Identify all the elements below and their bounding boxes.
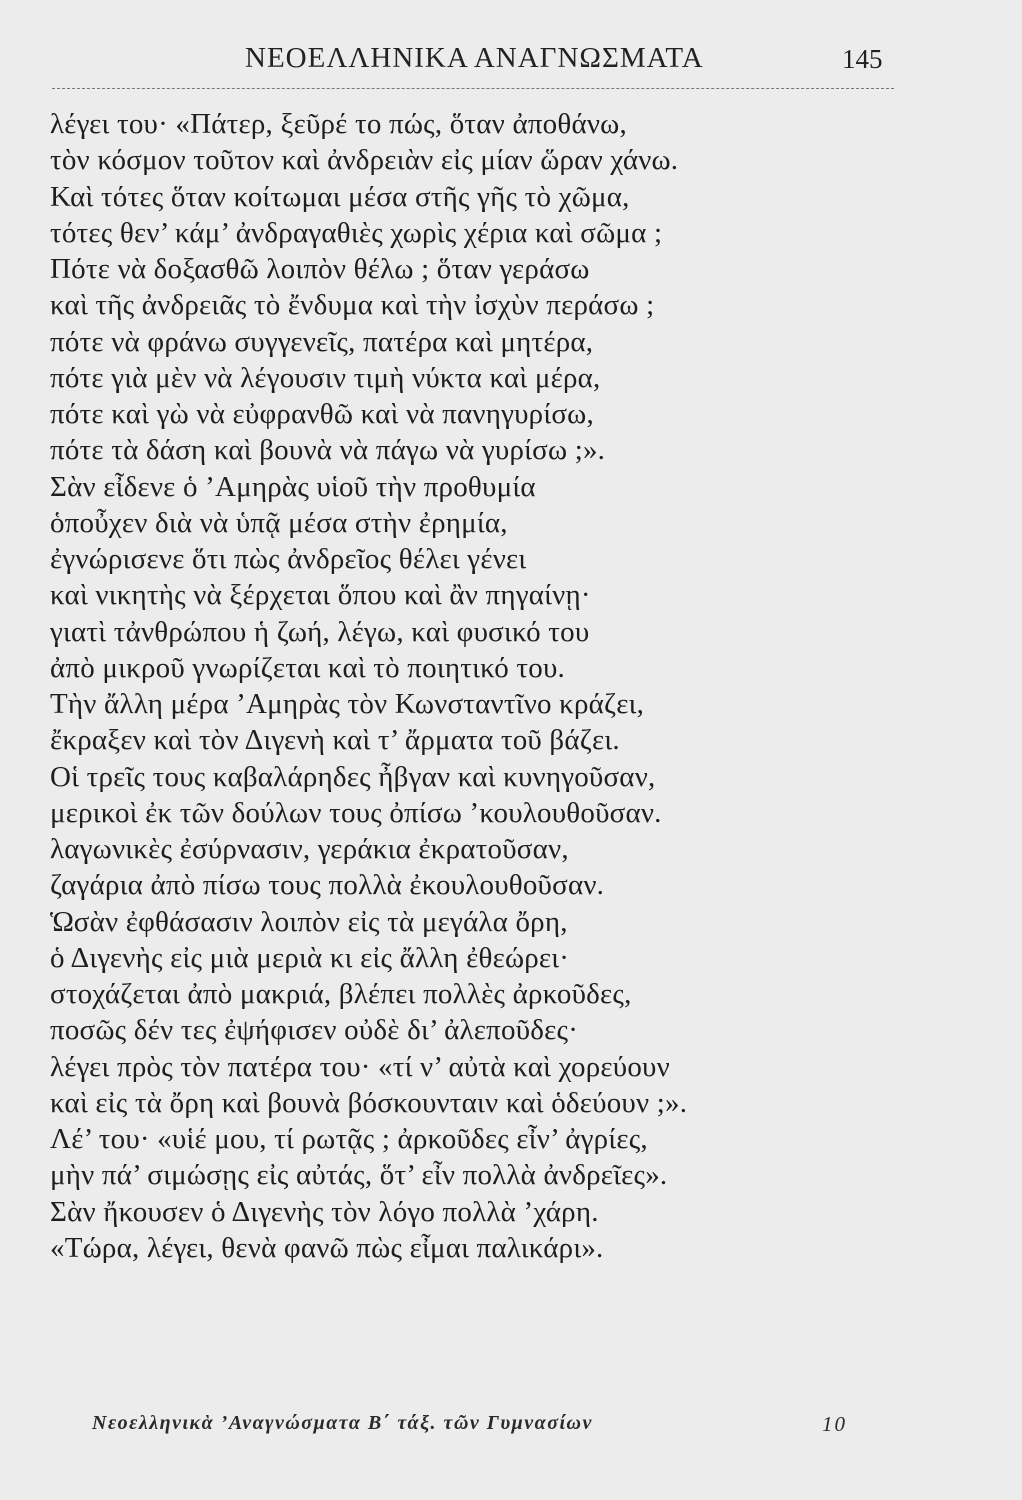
page-number: 145 bbox=[842, 44, 883, 74]
verse-line: Σὰν εἶδενε ὁ ’Αμηρὰς υἱοῦ τὴν προθυμία bbox=[50, 470, 536, 503]
verse-line: Οἱ τρεῖς τους καβαλάρηδες ἦβγαν καὶ κυνηγοῦσαν, bbox=[50, 760, 656, 793]
verse-line: Τὴν ἄλλη μέρα ’Αμηρὰς τὸν Κωνσταντῖνο κράζει, bbox=[50, 688, 645, 720]
verse-line: ὁποὖχεν διὰ νὰ ὑπᾷ μέσα στὴν ἐρημία, bbox=[50, 506, 508, 539]
verse-line: τότες θεν’ κάμ’ ἀνδραγαθιὲς χωρὶς χέρια καὶ σῶμα ; bbox=[50, 216, 663, 249]
running-head bbox=[0, 42, 1022, 82]
verse-line: «Τώρα, λέγει, θενὰ φανῶ πὼς εἶμαι παλικάρι». bbox=[50, 1231, 604, 1264]
signature-line: Νεοελληνικὰ ’Αναγνώσματα Β΄ τάξ. τῶν Γυμνασίων bbox=[92, 1412, 593, 1434]
verse-line: λαγωνικὲς ἐσύρνασιν, γεράκια ἐκρατοῦσαν, bbox=[50, 833, 569, 865]
verse-line: γιατὶ τἀνθρώπου ἡ ζωή, λέγω, καὶ φυσικό του bbox=[50, 615, 590, 648]
verse-line: ἔκραξεν καὶ τὸν Διγενὴ καὶ τ’ ἄρματα τοῦ βάζει. bbox=[50, 724, 620, 757]
verse-line: ὁ Διγενὴς εἰς μιὰ μεριὰ κι εἰς ἄλλη ἐθεώρει· bbox=[50, 941, 570, 974]
verse-line: Ὡσὰν ἐφθάσασιν λοιπὸν εἰς τὰ μεγάλα ὄρη, bbox=[50, 905, 568, 938]
verse-line: λέγει του· «Πάτερ, ξεῦρέ το πώς, ὅταν ἀποθάνω, bbox=[50, 108, 627, 140]
verse-line: καὶ νικητὴς νὰ ξέρχεται ὅπου καὶ ἂν πηγαίνῃ· bbox=[50, 579, 591, 612]
verse-line: μὴν πά’ σιμώσῃς εἰς αὐτάς, ὅτ’ εἶν πολλὰ ἀνδρεῖες». bbox=[50, 1159, 668, 1192]
verse-line: Καὶ τότες ὅταν κοίτωμαι μέσα στῆς γῆς τὸ χῶμα, bbox=[50, 180, 630, 213]
verse-line: τὸν κόσμον τοῦτον καὶ ἀνδρειὰν εἰς μίαν ὥραν χάνω. bbox=[50, 144, 679, 177]
verse-line: πότε νὰ φράνω συγγενεῖς, πατέρα καὶ μητέρα, bbox=[50, 325, 594, 358]
verse-line: πότε τὰ δάση καὶ βουνὰ νὰ πάγω νὰ γυρίσω ;». bbox=[50, 434, 606, 467]
verse-line: μερικοὶ ἐκ τῶν δούλων τους ὀπίσω ’κουλουθοῦσαν. bbox=[50, 796, 662, 829]
signature-mark: 10 bbox=[822, 1412, 847, 1436]
verse-line: καὶ εἰς τὰ ὄρη καὶ βουνὰ βόσκουνταιν καὶ ὁδεύουν ;». bbox=[50, 1086, 688, 1119]
verse-line: στοχάζεται ἀπὸ μακριά, βλέπει πολλὲς ἀρκοῦδες, bbox=[50, 978, 632, 1010]
running-head-title: ΝΕΟΕΛΛΗΝΙΚΑ ΑΝΑΓΝΩΣΜΑΤΑ bbox=[245, 42, 704, 74]
verse-line: πότε καὶ γὼ νὰ εὐφρανθῶ καὶ νὰ πανηγυρίσω, bbox=[50, 398, 594, 430]
verse-line: ποσῶς δέν τες ἐψήφισεν οὐδὲ δι’ ἀλεποῦδες· bbox=[50, 1014, 579, 1047]
verse-line: Σὰν ἤκουσεν ὁ Διγενὴς τὸν λόγο πολλὰ ’χάρη. bbox=[50, 1195, 599, 1228]
verse-line: Λέ’ του· «υἱέ μου, τί ρωτᾷς ; ἀρκοῦδες εἶν’ ἀγρίες, bbox=[50, 1123, 648, 1155]
verse-line: Πότε νὰ δοξασθῶ λοιπὸν θέλω ; ὅταν γεράσω bbox=[50, 253, 590, 285]
verse-line: ἀπὸ μικροῦ γνωρίζεται καὶ τὸ ποιητικό του. bbox=[50, 651, 565, 684]
header-divider bbox=[52, 88, 894, 89]
verse-line: λέγει πρὸς τὸν πατέρα του· «τί ν’ αὐτὰ καὶ χορεύουν bbox=[50, 1050, 670, 1083]
verse-line: ζαγάρια ἀπὸ πίσω τους πολλὰ ἐκουλουθοῦσαν. bbox=[50, 869, 605, 902]
poem-text bbox=[50, 106, 930, 1266]
verse-line: ἐγνώρισενε ὅτι πὼς ἀνδρεῖος θέλει γένει bbox=[50, 543, 527, 575]
verse-line: πότε γιὰ μὲν νὰ λέγουσιν τιμὴ νύκτα καὶ μέρα, bbox=[50, 361, 601, 394]
page-footer bbox=[0, 1412, 1022, 1442]
verse-line: καὶ τῆς ἀνδρειᾶς τὸ ἔνδυμα καὶ τὴν ἰσχὺν περάσω ; bbox=[50, 289, 655, 322]
